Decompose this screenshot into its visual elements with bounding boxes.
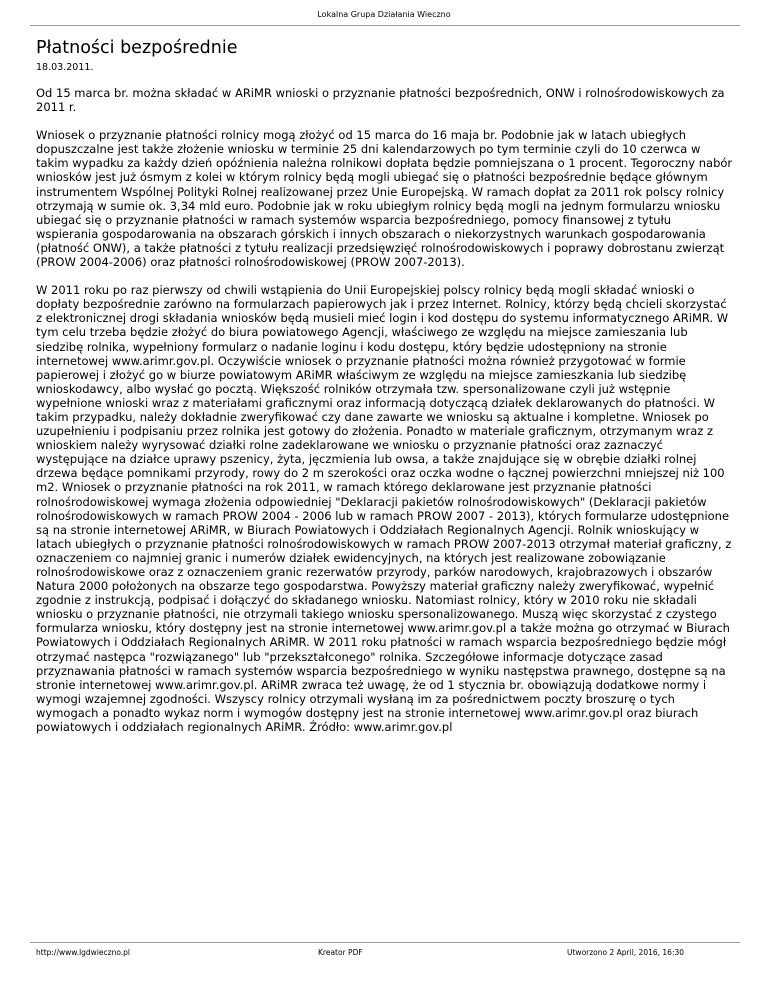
footer-divider <box>30 942 740 943</box>
footer-url[interactable]: http://www.lgdwieczno.pl <box>36 948 131 957</box>
article-paragraph: Od 15 marca br. można składać w ARiMR wnioski o przyznanie płatności bezpośrednich, ONW i rolnośrodowiskowych za 2011 r. <box>36 86 725 115</box>
header-divider <box>30 25 740 26</box>
article-body <box>36 86 736 748</box>
footer-generator: Kreator PDF <box>318 948 363 957</box>
article-date: 18.03.2011. <box>36 62 94 73</box>
site-header: Lokalna Grupa Działania Wieczno <box>317 10 451 19</box>
article-paragraph: W 2011 roku po raz pierwszy od chwili wstąpienia do Unii Europejskiej polscy rolnicy będą mogli składać wnioski o dopłaty bezpośrednie zarówno na formularzach papierowych jak i przez Internet. Rolnicy, którzy będą chcieli skorzystać z elektronicznej drogi składania wniosków będą musieli mieć login i kod dostępu do systemu informatycznego ARiMR. W tym celu trzeba będzie złożyć do biura powiatowego Agencji, właściwego ze względu na miejsce zamieszania lub siedzibę rolnika, wypełniony formularz o nadanie loginu i kodu dostępu, który będzie udostępniony na stronie internetowej www.arimr.gov.pl. Oczywiście wniosek o przyznanie płatności można również przygotować w formie papierowej i złożyć go w biurze powiatowym ARiMR właściwym ze względu na miejsce zamieszkania lub siedzibę wnioskodawcy, albo wysłać go pocztą. Większość rolników otrzymała tzw. spersonalizowane czyli już wstępnie wypełnione wnioski wraz z materiałami graficznymi oraz informacją dotyczącą działek deklarowanych do płatności. W takim przypadku, należy dokładnie zweryfikować czy dane zawarte we wniosku są aktualne i kompletne. Wniosek po uzupełnieniu i podpisaniu przez rolnika jest gotowy do złożenia. Ponadto w materiale graficznym, otrzymanym wraz z wnioskiem należy wyrysować działki rolne zadeklarowane we wniosku o przyznanie płatności oraz zaznaczyć występujące na działce uprawy pszenicy, żyta, jęczmienia lub owsa, a także znajdujące się w obrębie działki rolnej drzewa będące pomnikami przyrody, rowy do 2 m szerokości oraz oczka wodne o łącznej powierzchni mniejszej niż 100 m2. Wniosek o przyznanie płatności na rok 2011, w ramach którego deklarowane jest przyznanie płatności rolnośrodowiskowej wymaga złożenia odpowiedniej "Deklaracji pakietów rolnośrodowiskowych" (Deklaracji pakietów rolnośrodowiskowych w ramach PROW 2004 - 2006 lub w ramach PROW 2007 - 2013), których formularze udostępnione są na stronie internetowej ARiMR, w Biurach Powiatowych i Oddziałach Regionalnych Agencji. Rolnik wnioskujący w latach ubiegłych o przyznanie płatności rolnośrodowiskowych w ramach PROW 2007-2013 otrzymał materiał graficzny, z oznaczeniem co najmniej granic i numerów działek ewidencyjnych, na których jest realizowane zobowiązanie rolnośrodowiskowe oraz z oznaczeniem granic rezerwatów przyrody, parków narodowych, krajobrazowych i obszarów Natura 2000 położonych na obszarze tego gospodarstwa. Powyższy materiał graficzny należy zweryfikować, wypełnić zgodnie z instrukcją, podpisać i dołączyć do składanego wniosku. Natomiast rolnicy, który w 2010 roku nie składali wniosku o przyznanie płatności, nie otrzymali takiego wniosku spersonalizowanego. Muszą więc skorzystać z czystego formularza wniosku, który dostępny jest na stronie internetowej www.arimr.gov.pl a także można go otrzymać w Biurach Powiatowych i Oddziałach Regionalnych ARiMR. W 2011 roku płatności w ramach wsparcia bezpośredniego będzie mógł otrzymać następca "rozwiązanego" lub "przekształconego" rolnika. Szczegółowe informacje dotyczące zasad przyznawania płatności w ramach systemów wsparcia bezpośredniego w wyniku następstwa prawnego, dostępne są na stronie internetowej www.arimr.gov.pl. ARiMR zwraca też uwagę, że od 1 stycznia br. obowiązują dodatkowe normy i wymogi wzajemnej zgodności. Wszyscy rolnicy otrzymali wysłaną im za pośrednictwem poczty broszurę o tych wymogach a ponadto wykaz norm i wymogów dostępny jest na stronie internetowej www.arimr.gov.pl oraz biurach powiatowych i oddziałach regionalnych ARiMR. Źródło: www.arimr.gov.pl <box>36 283 732 735</box>
article-title: Płatności bezpośrednie <box>36 38 238 58</box>
footer-created: Utworzono 2 April, 2016, 16:30 <box>567 948 685 957</box>
article-paragraph: Wniosek o przyznanie płatności rolnicy mogą złożyć od 15 marca do 16 maja br. Podobnie jak w latach ubiegłych dopuszczalne jest także złożenie wniosku w terminie 25 dni kalendarzowych po tym terminie czyli do 10 czerwca w takim wypadku za każdy dzień opóźnienia należna rolnikowi dopłata będzie pomniejszana o 1 procent. Tegoroczny nabór wniosków jest już ósmym z kolei w którym rolnicy będą mogli ubiegać się o płatności bezpośrednie będące głównym instrumentem Wspólnej Polityki Rolnej realizowanej przez Unie Europejską. W ramach dopłat za 2011 rok polscy rolnicy otrzymają w sumie ok. 3,34 mld euro. Podobnie jak w roku ubiegłym rolnicy będą mogli na jednym formularzu wniosku ubiegać się o przyznanie płatności w ramach systemów wsparcia bezpośredniego, pomocy finansowej z tytułu wspierania gospodarowania na obszarach górskich i innych obszarach o niekorzystnych warunkach gospodarowania (płatność ONW), a także płatności z tytułu realizacji przedsięwzięć rolnośrodowiskowych i poprawy dobrostanu zwierząt (PROW 2004-2006) oraz płatności rolnośrodowiskowej (PROW 2007-2013). <box>36 128 733 270</box>
